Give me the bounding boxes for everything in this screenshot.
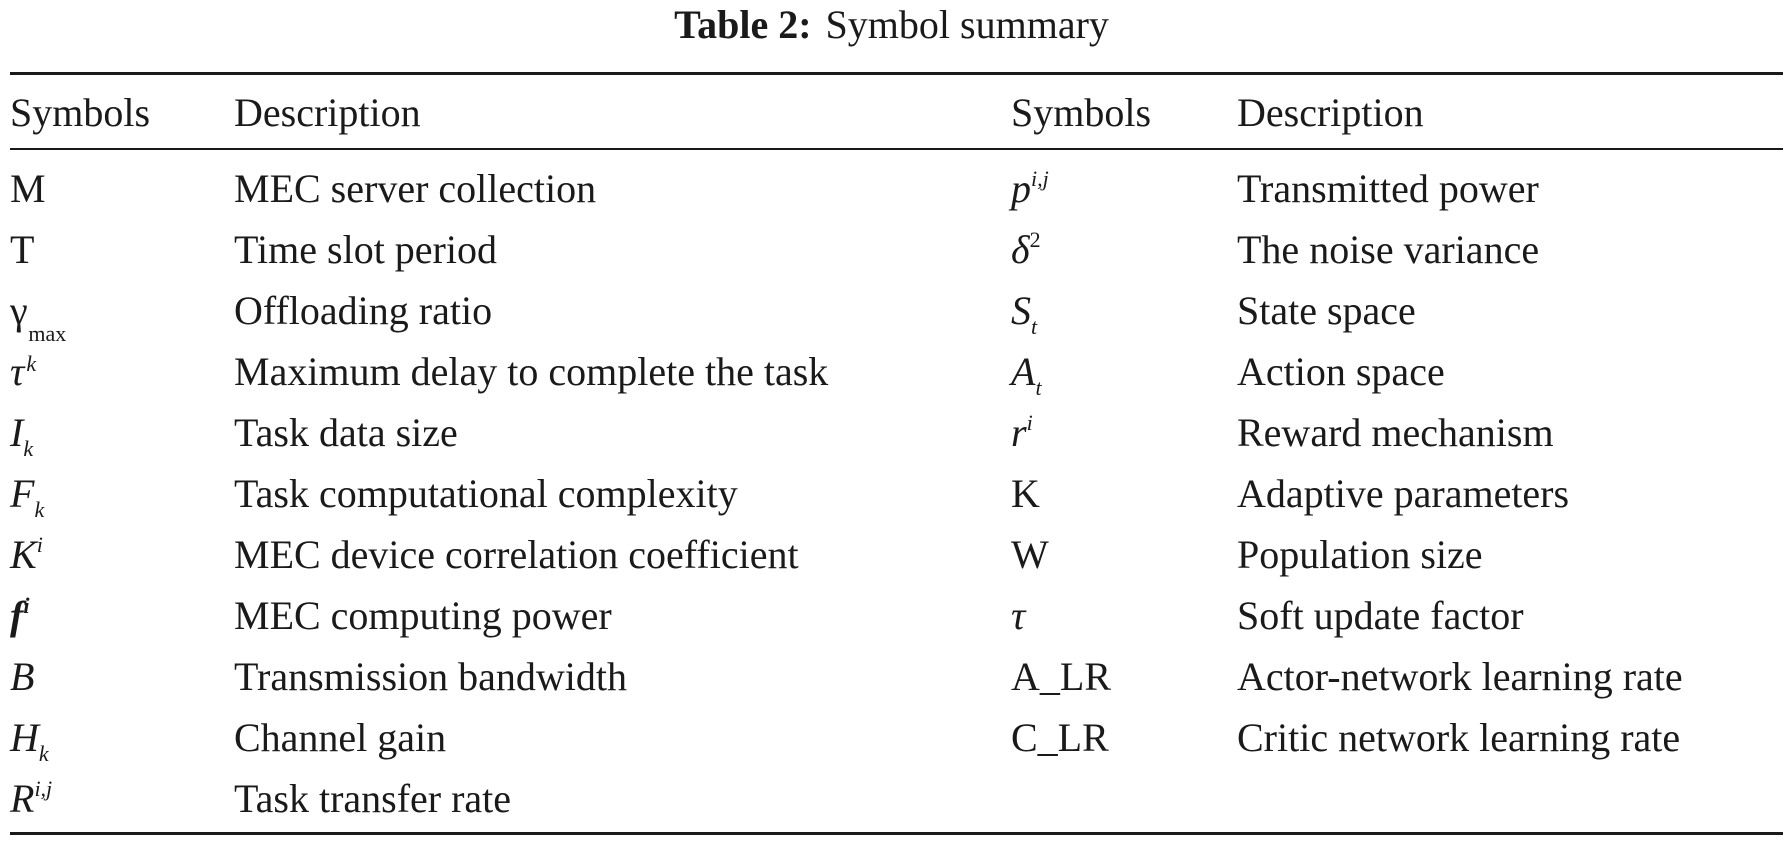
row-5-left-symbol-sub: k	[23, 436, 34, 461]
row-5-right-symbol-sup: i	[1026, 410, 1033, 435]
row-7-right-symbol-base: W	[1011, 532, 1049, 577]
row-8-right-symbol-base: τ	[1011, 593, 1026, 638]
table-bottom-rule	[10, 832, 1783, 835]
row-8-right-symbol	[1011, 585, 1025, 646]
row-2-left-symbol-base: T	[10, 227, 35, 272]
row-4-left-symbol-sup: max	[28, 321, 67, 346]
row-2-right-symbol-sup: 2	[1029, 227, 1041, 252]
row-11-left-symbol-base: R	[10, 776, 35, 821]
row-2-right-description: The noise variance	[1237, 227, 1540, 272]
row-5-left-symbol-base: I	[10, 410, 24, 455]
row-1-left-symbol	[10, 158, 46, 219]
row-9-left-symbol-base: B	[10, 654, 35, 699]
row-10-right-symbol-base: C_LR	[1011, 715, 1109, 760]
row-8-left-symbol	[10, 585, 29, 646]
row-5-right-description: Reward mechanism	[1237, 410, 1554, 455]
row-7-left-symbol-base: K	[10, 532, 37, 577]
row-10-right-symbol	[1011, 707, 1109, 768]
row-11-left-symbol-sup: i,j	[34, 776, 53, 801]
row-7-right-symbol	[1011, 524, 1049, 585]
row-4-right-symbol-base: A	[1011, 349, 1036, 394]
row-8-left-symbol-sup: i	[23, 593, 30, 618]
header-description-right: Description	[1237, 90, 1424, 135]
table-top-rule	[10, 72, 1783, 75]
row-4-left-symbol-sub: k	[26, 351, 37, 376]
row-6-left-symbol-base: F	[10, 471, 35, 516]
row-10-right-description: Critic network learning rate	[1237, 715, 1681, 760]
row-1-right-symbol-sup: i,j	[1031, 166, 1049, 191]
row-7-left-symbol-sup: i	[36, 532, 43, 557]
row-5-right-symbol-base: r	[1011, 410, 1027, 455]
row-9-right-symbol-base: A_LR	[1011, 654, 1111, 699]
row-8-left-symbol-base: f	[10, 593, 24, 638]
row-10-left-symbol-base: H	[10, 715, 39, 760]
table-caption-label: Table 2:	[674, 2, 812, 47]
row-8-left-description: MEC computing power	[234, 593, 612, 638]
row-7-left-description: MEC device correlation coefficient	[234, 532, 799, 577]
row-1-right-description: Transmitted power	[1237, 166, 1539, 211]
row-2-left-symbol	[10, 219, 34, 280]
table-caption-title: Symbol summary	[825, 2, 1109, 47]
row-8-right-description: Soft update factor	[1237, 593, 1524, 638]
row-4-left-description: Maximum delay to complete the task	[234, 349, 829, 394]
row-6-left-symbol	[10, 463, 44, 524]
row-9-right-symbol	[1011, 646, 1111, 707]
row-1-right-symbol-base: p	[1011, 166, 1031, 211]
row-10-left-symbol	[10, 707, 49, 768]
row-10-left-description: Channel gain	[234, 715, 447, 760]
row-3-right-symbol-base: S	[1011, 288, 1031, 333]
row-6-right-symbol-base: K	[1011, 471, 1040, 516]
row-4-right-symbol	[1011, 341, 1042, 402]
row-5-left-symbol	[10, 402, 33, 463]
row-6-left-description: Task computational complexity	[234, 471, 738, 516]
row-4-left-symbol-scripts	[24, 321, 67, 385]
row-11-left-symbol	[10, 768, 52, 829]
row-2-right-symbol-base: δ	[1011, 227, 1030, 272]
row-4-left-symbol	[10, 321, 67, 402]
row-6-right-symbol	[1011, 463, 1040, 524]
row-11-left-description: Task transfer rate	[234, 776, 512, 821]
row-1-left-symbol-base: M	[10, 166, 46, 211]
row-4-right-description: Action space	[1237, 349, 1445, 394]
row-3-right-symbol-sub: t	[1031, 314, 1038, 339]
header-symbols-right: Symbols	[1011, 90, 1152, 135]
row-7-right-description: Population size	[1237, 532, 1483, 577]
row-5-left-description: Task data size	[234, 410, 458, 455]
row-9-right-description: Actor-network learning rate	[1237, 654, 1683, 699]
row-3-right-description: State space	[1237, 288, 1416, 333]
row-7-left-symbol	[10, 524, 43, 585]
row-4-right-symbol-sub: t	[1035, 375, 1042, 400]
row-5-right-symbol	[1011, 402, 1033, 463]
header-description-left: Description	[234, 90, 421, 135]
row-6-left-symbol-sub: k	[34, 497, 45, 522]
row-9-left-symbol	[10, 646, 34, 707]
header-symbols-left: Symbols	[10, 90, 151, 135]
row-3-left-symbol	[10, 280, 28, 341]
row-9-left-description: Transmission bandwidth	[234, 654, 628, 699]
row-1-left-description: MEC server collection	[234, 166, 597, 211]
row-4-left-symbol-base: τ	[10, 349, 25, 394]
table-header-rule	[10, 148, 1783, 150]
row-3-left-description: Offloading ratio	[234, 288, 493, 333]
row-6-right-description: Adaptive parameters	[1237, 471, 1570, 516]
row-3-left-symbol-base: γ	[10, 288, 28, 333]
row-10-left-symbol-sub: k	[38, 741, 49, 766]
row-2-left-description: Time slot period	[234, 227, 497, 272]
row-3-right-symbol	[1011, 280, 1037, 341]
table-caption	[0, 0, 1783, 50]
row-1-right-symbol	[1011, 158, 1049, 219]
row-2-right-symbol	[1011, 219, 1041, 280]
